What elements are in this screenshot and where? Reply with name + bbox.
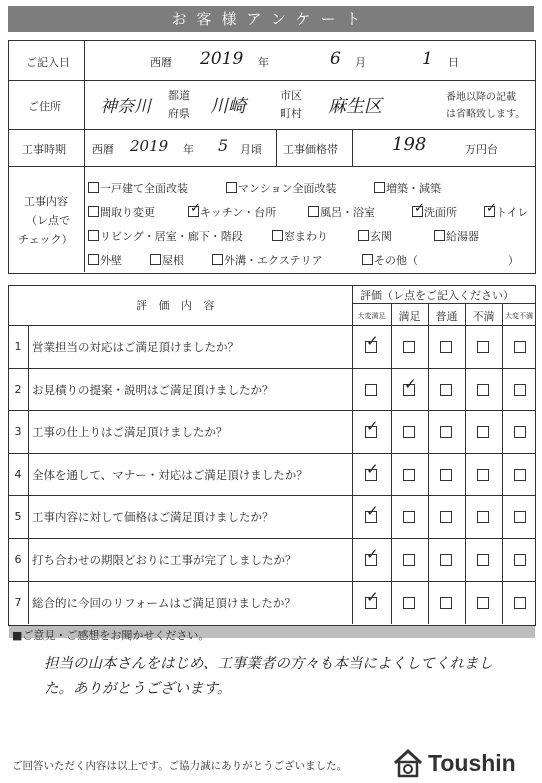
rating-column-header: 普通 <box>435 310 458 323</box>
date-month-unit: 月 <box>355 56 366 69</box>
work-item[interactable] <box>362 252 418 268</box>
work-item-checkbox[interactable] <box>272 230 283 241</box>
rating-checkbox[interactable] <box>477 341 489 353</box>
work-item-checkbox[interactable] <box>484 201 497 217</box>
work-item-label: 外溝・エクステリア <box>224 254 323 267</box>
work-item-label: 風呂・浴室 <box>320 206 375 219</box>
work-item-checkbox[interactable] <box>88 182 99 193</box>
checkmark-icon: ✓ <box>366 587 379 606</box>
date-year-unit: 年 <box>258 56 269 69</box>
work-item[interactable] <box>188 201 277 220</box>
rating-checkbox[interactable] <box>403 469 415 481</box>
period-label: 工事時期 <box>22 143 66 156</box>
work-item-checkbox[interactable] <box>150 254 161 265</box>
rating-checkbox[interactable] <box>514 511 526 523</box>
period-year-unit: 年 <box>183 143 194 156</box>
work-item[interactable] <box>226 180 337 196</box>
question-number: 6 <box>14 553 22 566</box>
question-number: 1 <box>14 340 22 353</box>
price-label: 工事価格帯 <box>283 143 338 156</box>
question-number: 4 <box>14 467 22 481</box>
rating-checkbox[interactable] <box>440 469 452 481</box>
work-item-checkbox[interactable] <box>412 201 425 217</box>
work-item-label: リビング・居室・廊下・階段 <box>100 230 243 243</box>
rating-checkbox[interactable] <box>440 511 452 523</box>
rating-checkbox[interactable] <box>403 426 415 438</box>
date-year-value: 2019 <box>200 49 244 69</box>
work-item-label: 給湯器 <box>446 230 479 243</box>
rating-checkbox[interactable] <box>514 597 526 609</box>
work-item-checkbox[interactable] <box>188 201 201 217</box>
rating-checkbox[interactable] <box>477 469 489 481</box>
rating-checkbox[interactable] <box>440 384 452 396</box>
survey-table <box>8 285 536 626</box>
pref-unit-top: 都道 <box>168 89 190 102</box>
question-text: 工事内容に対して価格はご満足頂けましたか？ <box>32 510 274 525</box>
work-item-checkbox[interactable] <box>88 230 99 241</box>
checkmark-icon: ✓ <box>190 201 201 216</box>
work-item-checkbox[interactable] <box>88 254 99 265</box>
work-item-label: 窓まわり <box>284 230 328 243</box>
date-month-value: 6 <box>330 49 341 69</box>
address-label: ご住所 <box>28 100 61 113</box>
work-item-label: その他（ <box>374 254 418 267</box>
rating-checkbox[interactable] <box>477 554 489 566</box>
checkmark-icon: ✓ <box>366 545 379 563</box>
rating-checkbox[interactable] <box>403 554 415 566</box>
rating-checkbox[interactable] <box>403 511 415 523</box>
work-item[interactable] <box>272 228 328 244</box>
rating-column-header: 不満 <box>472 310 495 323</box>
address-city: 川崎 <box>210 96 246 117</box>
work-item-label: マンション全面改装 <box>238 182 337 195</box>
period-month-unit: 月頃 <box>240 143 262 156</box>
rating-column-header: 大変満足 <box>357 312 386 320</box>
work-item-label: トイレ <box>496 206 529 219</box>
city-unit-bottom: 町村 <box>280 107 302 120</box>
work-item-label: ） <box>508 254 519 267</box>
pref-unit-bottom: 府県 <box>168 107 190 120</box>
address-prefecture: 神奈川 <box>100 97 151 117</box>
rating-checkbox[interactable] <box>365 384 377 396</box>
price-unit: 万円台 <box>465 143 498 156</box>
content-label-3: チェック） <box>18 233 73 246</box>
rating-checkbox[interactable] <box>514 469 526 481</box>
rating-checkbox[interactable] <box>514 554 526 566</box>
question-number: 3 <box>14 425 22 439</box>
work-item[interactable] <box>150 252 184 268</box>
address-ward: 麻生区 <box>328 96 382 117</box>
question-text: 全体を通して、マナー・対応はご満足頂けましたか？ <box>32 467 308 482</box>
page-title: お客様アンケート <box>8 6 534 32</box>
rating-checkbox[interactable] <box>477 384 489 396</box>
period-year-value: 2019 <box>130 137 169 155</box>
survey-column-header: 評 価 内 容 <box>136 299 219 312</box>
work-item[interactable] <box>88 204 155 220</box>
work-item-label: キッチン・台所 <box>200 206 277 219</box>
rating-checkbox[interactable] <box>440 341 452 353</box>
period-era: 西暦 <box>92 143 114 156</box>
work-item-label: 洗面所 <box>424 206 457 219</box>
checkmark-icon: ✓ <box>366 459 379 478</box>
checkmark-icon: ✓ <box>366 332 379 350</box>
work-item-label: 増築・減築 <box>386 182 441 195</box>
work-item[interactable] <box>484 201 529 220</box>
date-era: 西暦 <box>150 56 172 69</box>
work-item-checkbox[interactable] <box>374 182 385 193</box>
work-item-checkbox[interactable] <box>226 182 237 193</box>
checkmark-icon: ✓ <box>414 201 425 216</box>
work-item[interactable] <box>508 252 519 268</box>
comments-line-2: た。ありがとうございます。 <box>44 681 232 697</box>
work-item-checkbox[interactable] <box>308 206 319 217</box>
rating-checkbox[interactable] <box>514 384 526 396</box>
checkmark-icon: ✓ <box>366 502 379 521</box>
rating-column-header: 大変不満 <box>505 312 533 320</box>
work-item[interactable] <box>308 204 375 220</box>
rating-checkbox[interactable] <box>477 426 489 438</box>
work-item-checkbox[interactable] <box>358 230 369 241</box>
rating-checkbox[interactable] <box>403 341 415 353</box>
work-item-label: 玄関 <box>370 230 392 243</box>
work-item[interactable] <box>212 252 323 268</box>
question-text: 打ち合わせの期限どおりに工事が完了しましたか？ <box>32 553 297 567</box>
date-day-unit: 日 <box>448 56 459 69</box>
comments-line-1: 担当の山本さんをはじめ、工事業者の方々も本当によくしてくれまし <box>44 656 493 672</box>
address-note-1: 番地以降の記載 <box>446 92 516 103</box>
work-item[interactable] <box>358 228 392 244</box>
work-item-label: 外壁 <box>100 254 122 267</box>
question-number: 5 <box>14 510 22 524</box>
question-text: 工事の仕上りはご満足頂けましたか？ <box>32 425 228 440</box>
date-day-value: 1 <box>422 49 433 69</box>
content-label-1: 工事内容 <box>24 195 68 208</box>
work-item-checkbox[interactable] <box>434 230 445 241</box>
rating-checkbox[interactable] <box>514 341 526 353</box>
toushin-logo <box>392 748 532 778</box>
work-item[interactable] <box>88 228 243 244</box>
rating-checkbox[interactable] <box>440 426 452 438</box>
question-text: 総合的に今回のリフォームはご満足頂けましたか？ <box>32 595 296 610</box>
date-label: ご記入日 <box>26 56 70 69</box>
work-item-label: 間取り変更 <box>100 206 155 219</box>
period-month-value: 5 <box>218 136 229 155</box>
work-item[interactable] <box>88 252 122 268</box>
checkmark-icon: ✓ <box>486 201 497 216</box>
question-text: 営業担当の対応はご満足頂けましたか？ <box>32 340 239 354</box>
content-label-2: （レ点で <box>26 214 70 227</box>
brand-name: Toushin <box>428 750 516 776</box>
rating-checkbox[interactable] <box>477 511 489 523</box>
rating-column-header: 満足 <box>398 310 421 323</box>
checkmark-icon: ✓ <box>366 417 379 436</box>
rating-header: 評価（レ点をご記入ください） <box>360 289 514 302</box>
work-item-checkbox[interactable] <box>212 254 223 265</box>
rating-checkbox[interactable] <box>514 426 526 438</box>
checkmark-icon: ✓ <box>404 374 417 393</box>
work-item-label: 屋根 <box>162 254 184 267</box>
work-item-checkbox[interactable] <box>362 254 373 265</box>
comments-label: ■ご意見・ご感想をお聞かせください。 <box>12 629 210 642</box>
work-item-label: 一戸建て全面改装 <box>100 182 188 195</box>
rating-checkbox[interactable] <box>440 597 452 609</box>
rating-checkbox[interactable] <box>440 554 452 566</box>
house-icon <box>392 748 424 778</box>
question-text: お見積りの提案・説明はご満足頂けましたか？ <box>32 382 274 397</box>
address-note-2: は省略致します。 <box>446 109 526 120</box>
rating-checkbox[interactable] <box>477 597 489 609</box>
question-number: 7 <box>14 595 22 609</box>
work-item[interactable] <box>412 201 457 220</box>
work-item[interactable] <box>374 180 441 196</box>
rating-checkbox[interactable] <box>403 597 415 609</box>
work-item[interactable] <box>88 180 188 196</box>
footer-text: ご回答いただく内容は以上です。ご協力誠にありがとうございました。 <box>12 760 348 772</box>
city-unit-top: 市区 <box>280 89 302 102</box>
work-item[interactable] <box>434 228 479 244</box>
question-number: 2 <box>14 382 22 396</box>
price-value: 198 <box>392 134 427 155</box>
work-item-checkbox[interactable] <box>88 206 99 217</box>
